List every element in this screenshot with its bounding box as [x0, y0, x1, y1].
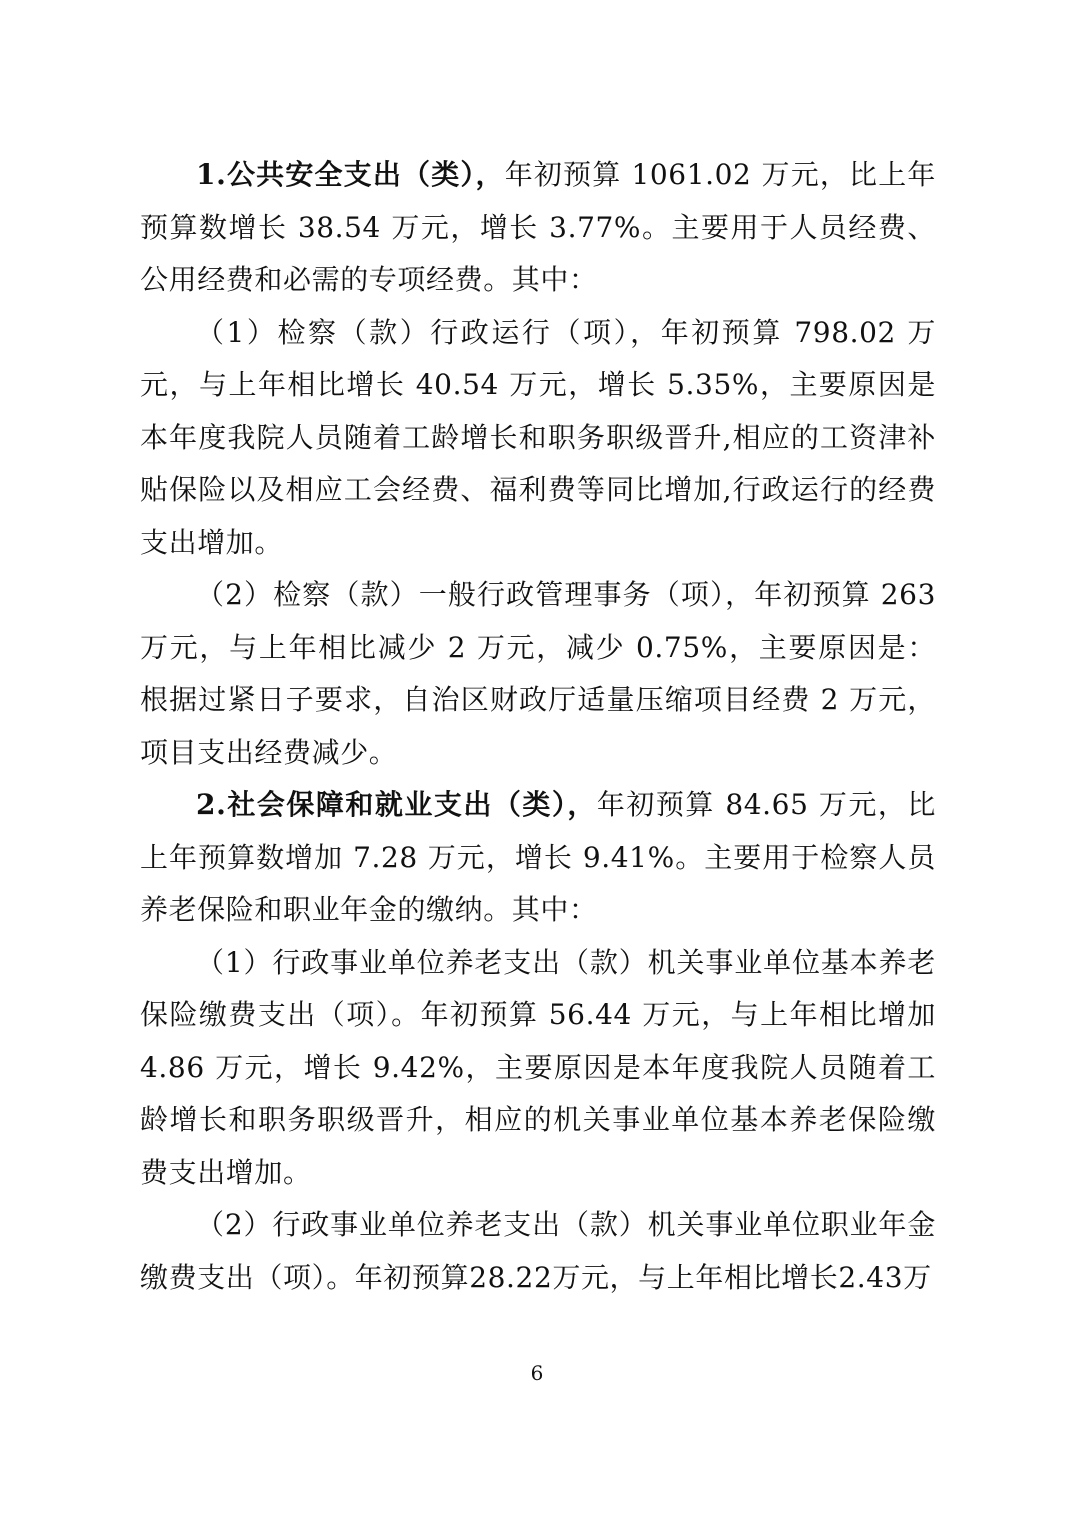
paragraph-text: （2）行政事业单位养老支出（款）机关事业单位职业年金缴费支出（项）。年初预算28.22万元，与上年相比增长2.43万: [140, 1208, 936, 1294]
paragraph-social-security-expenditure: [140, 779, 936, 937]
paragraph-text: （1）检察（款）行政运行（项），年初预算 798.02 万元，与上年相比增长 40.54 万元，增长 5.35%，主要原因是本年度我院人员随着工龄增长和职务职级晋升,相应的工资津补贴保险以及相应工会经费、福利费等同比增加,行政运行的经费支出增加。: [140, 315, 936, 559]
paragraph-basic-pension-insurance: [140, 937, 936, 1200]
paragraph-text: 年初预算 1061.02 万元，比上年预算数增长 38.54 万元，增长 3.77%。主要用于人员经费、公用经费和必需的专项经费。其中：: [140, 158, 936, 296]
paragraph-occupational-annuity: [140, 1199, 936, 1304]
paragraph-text: 年初预算 84.65 万元，比上年预算数增加 7.28 万元，增长 9.41%。主要用于检察人员养老保险和职业年金的缴纳。其中：: [140, 788, 937, 926]
paragraph-heading: 2.社会保障和就业支出（类），: [196, 788, 597, 821]
paragraph-heading: 1.公共安全支出（类），: [196, 158, 505, 191]
paragraph-public-security-expenditure: [140, 149, 936, 307]
paragraph-general-administrative-affairs: [140, 569, 936, 779]
paragraph-text: （2）检察（款）一般行政管理事务（项），年初预算 263 万元，与上年相比减少 2 万元，减少 0.75%，主要原因是：根据过紧日子要求，自治区财政厅适量压缩项目经费 2 万元，项目支出经费减少。: [140, 578, 936, 769]
paragraph-procuratorate-administrative-operation: [140, 307, 936, 570]
page-number: 6: [530, 1361, 544, 1385]
page-body: [140, 149, 936, 1304]
paragraph-text: （1）行政事业单位养老支出（款）机关事业单位基本养老保险缴费支出（项）。年初预算 56.44 万元，与上年相比增加 4.86 万元，增长 9.42%，主要原因是本年度我院人员随着工龄增长和职务职级晋升，相应的机关事业单位基本养老保险缴费支出增加。: [140, 945, 936, 1189]
